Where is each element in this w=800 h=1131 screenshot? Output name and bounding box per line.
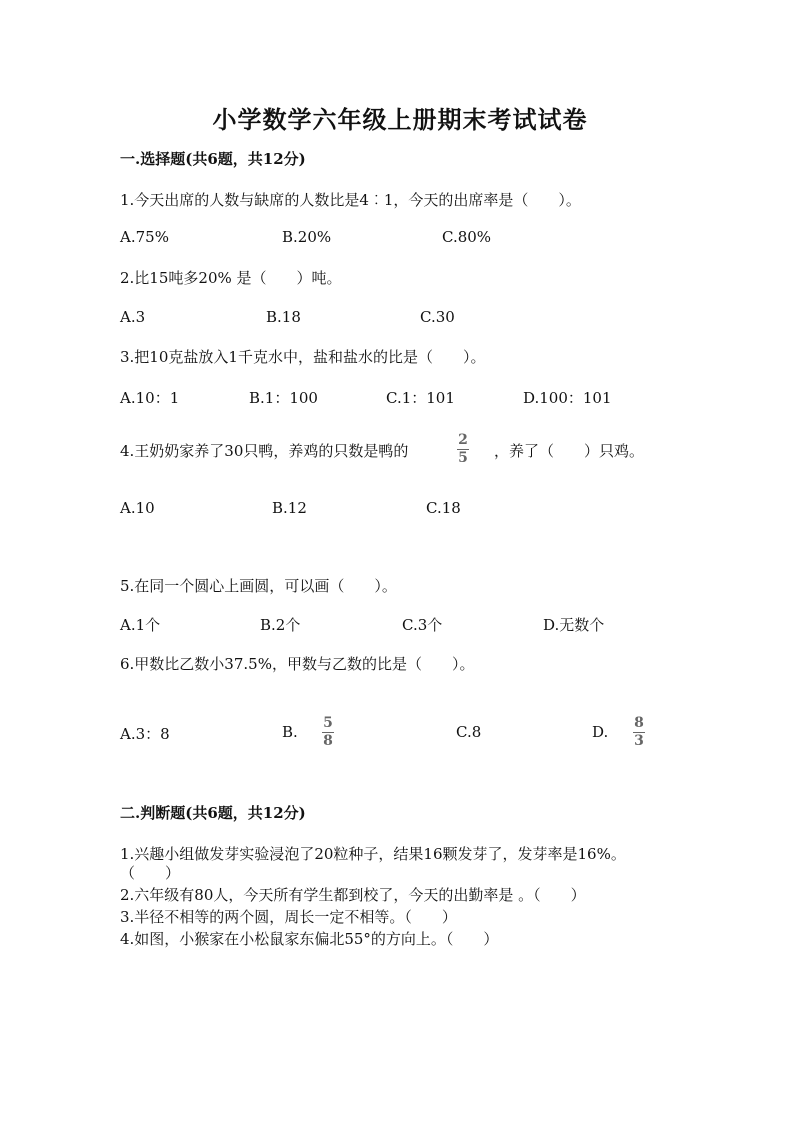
q5-option-b: B.2个 bbox=[260, 616, 301, 634]
q3-option-a: A.10：1 bbox=[120, 389, 180, 407]
q4-fraction-numerator: 2 bbox=[458, 432, 468, 448]
q4-fraction bbox=[457, 433, 469, 466]
question-3: 3.把10克盐放入1千克水中，盐和盐水的比是（ ）。 bbox=[120, 348, 486, 366]
q2-option-a: A.3 bbox=[120, 308, 146, 326]
q6-option-d-fraction bbox=[633, 716, 645, 749]
q6-option-d: D. bbox=[592, 723, 609, 741]
section-heading-judgement: 二.判断题(共6题，共12分) bbox=[120, 804, 306, 822]
judgement-4: 4.如图，小猴家在小松鼠家东偏北55°的方向上。（ ） bbox=[120, 930, 499, 948]
q6-d-denominator: 3 bbox=[634, 733, 644, 749]
question-1: 1.今天出席的人数与缺席的人数比是4︰1，今天的出席率是（ ）。 bbox=[120, 191, 581, 209]
q4-option-c: C.18 bbox=[426, 499, 461, 517]
q5-option-a: A.1个 bbox=[120, 616, 161, 634]
question-6: 6.甲数比乙数小37.5%，甲数与乙数的比是（ ）。 bbox=[120, 655, 475, 673]
q5-option-c: C.3个 bbox=[402, 616, 443, 634]
q2-option-b: B.18 bbox=[266, 308, 301, 326]
judgement-1: 1.兴趣小组做发芽实验浸泡了20粒种子，结果16颗发芽了，发芽率是16%。 bbox=[120, 845, 626, 863]
question-4-text-before: 4.王奶奶家养了30只鸭，养鸡的只数是鸭的 bbox=[120, 442, 409, 460]
question-4-text-after: ，养了（ ）只鸡。 bbox=[494, 442, 645, 460]
q1-option-a: A.75% bbox=[120, 228, 169, 246]
q6-option-c: C.8 bbox=[456, 723, 482, 741]
judgement-2: 2.六年级有80人，今天所有学生都到校了，今天的出勤率是 。（ ） bbox=[120, 886, 586, 904]
q6-b-denominator: 8 bbox=[323, 733, 333, 749]
q4-option-a: A.10 bbox=[120, 499, 155, 517]
q3-option-c: C.1：101 bbox=[386, 389, 455, 407]
q4-option-b: B.12 bbox=[272, 499, 307, 517]
q6-option-b-fraction bbox=[322, 716, 334, 749]
section-heading-choice: 一.选择题(共6题，共12分) bbox=[120, 150, 306, 168]
judgement-1-blank: （ ） bbox=[120, 864, 181, 882]
q6-b-numerator: 5 bbox=[323, 715, 333, 731]
q6-option-b: B. bbox=[282, 723, 298, 741]
judgement-3: 3.半径不相等的两个圆，周长一定不相等。（ ） bbox=[120, 908, 457, 926]
q6-d-numerator: 8 bbox=[634, 715, 644, 731]
q4-fraction-denominator: 5 bbox=[458, 450, 468, 466]
q3-option-b: B.1：100 bbox=[249, 389, 318, 407]
q3-option-d: D.100：101 bbox=[523, 389, 612, 407]
q6-option-a: A.3：8 bbox=[120, 725, 170, 743]
question-2: 2.比15吨多20% 是（ ）吨。 bbox=[120, 269, 342, 287]
page-title: 小学数学六年级上册期末考试试卷 bbox=[212, 105, 588, 134]
q2-option-c: C.30 bbox=[420, 308, 455, 326]
q1-option-b: B.20% bbox=[282, 228, 332, 246]
q5-option-d: D.无数个 bbox=[543, 616, 605, 634]
q1-option-c: C.80% bbox=[442, 228, 492, 246]
question-5: 5.在同一个圆心上画圆，可以画（ ）。 bbox=[120, 577, 397, 595]
